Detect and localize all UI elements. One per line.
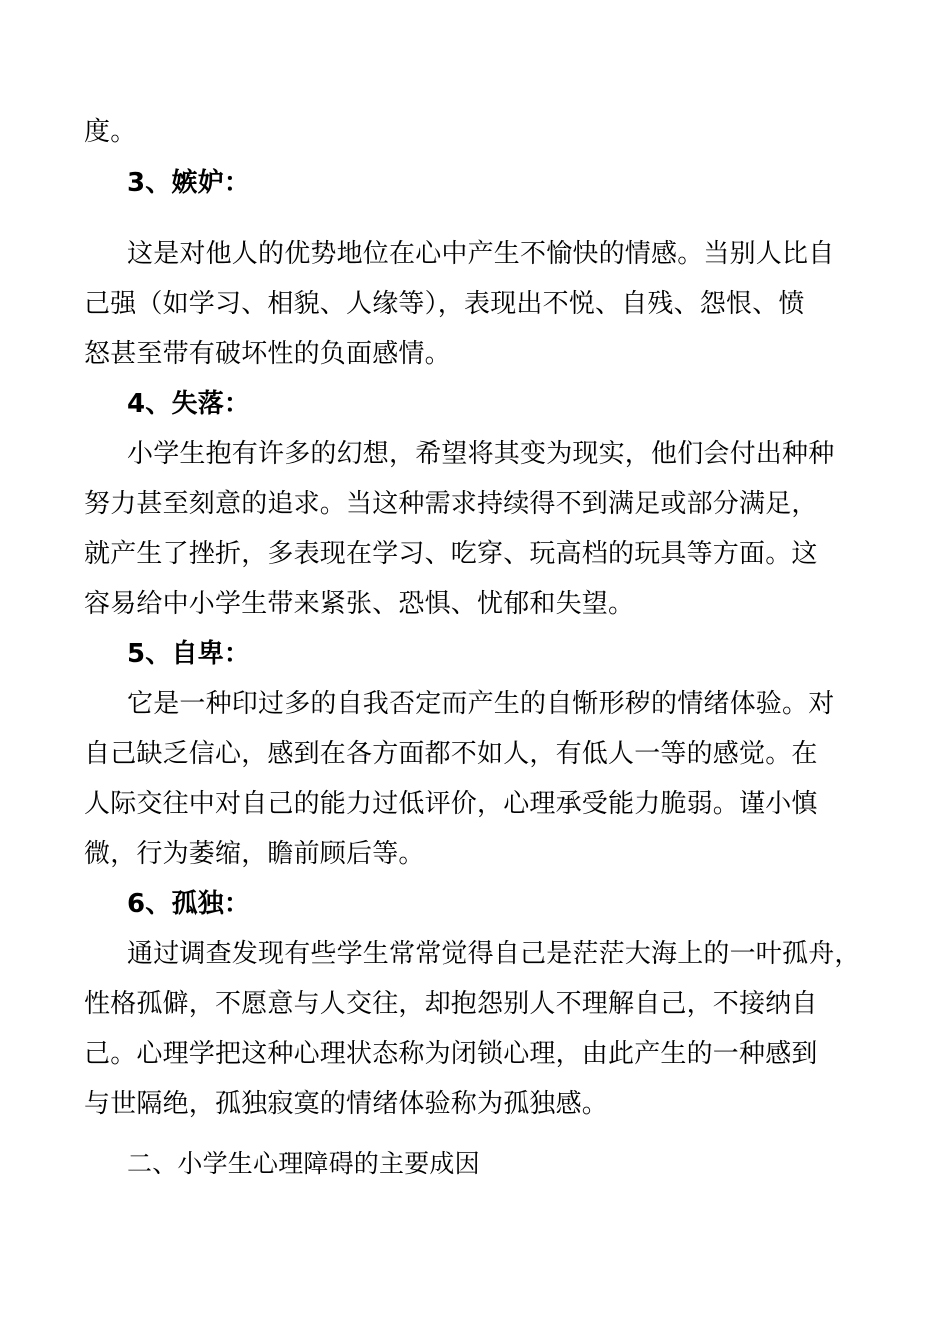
heading-jealousy: 3、嫉妒：: [127, 168, 251, 198]
paragraph-line: 与世隔绝，孤独寂寞的情绪体验称为孤独感。: [84, 1089, 609, 1119]
paragraph-line: 小学生抱有许多的幻想，希望将其变为现实，他们会付出种种: [127, 439, 835, 469]
section-heading: 二、小学生心理障碍的主要成因: [127, 1149, 480, 1178]
paragraph-line: 微，行为萎缩，瞻前顾后等。: [84, 839, 425, 869]
paragraph-line: 性格孤僻，不愿意与人交往，却抱怨别人不理解自己，不接纳自: [84, 989, 818, 1019]
heading-loneliness: 6、孤独：: [127, 889, 251, 919]
heading-inferiority: 5、自卑：: [127, 639, 251, 669]
paragraph-line: 己。心理学把这种心理状态称为闭锁心理，由此产生的一种感到: [84, 1039, 818, 1069]
paragraph-line: 度。: [84, 117, 137, 147]
paragraph-line: 怒甚至带有破坏性的负面感情。: [84, 339, 451, 369]
paragraph-line: 这是对他人的优势地位在心中产生不愉快的情感。当别人比自: [127, 239, 835, 269]
paragraph-line: 人际交往中对自己的能力过低评价，心理承受能力脆弱。谨小慎: [84, 789, 818, 819]
paragraph-line: 努力甚至刻意的追求。当这种需求持续得不到满足或部分满足，: [84, 489, 818, 519]
heading-loss: 4、失落：: [127, 389, 251, 419]
paragraph-line: 通过调查发现有些学生常常觉得自己是茫茫大海上的一叶孤舟，: [127, 939, 861, 969]
paragraph-line: 它是一种印过多的自我否定而产生的自惭形秽的情绪体验。对: [127, 689, 835, 719]
paragraph-line: 己强（如学习、相貌、人缘等），表现出不悦、自残、怨恨、愤: [84, 289, 805, 319]
paragraph-line: 容易给中小学生带来紧张、恐惧、忧郁和失望。: [84, 589, 635, 619]
paragraph-line: 自己缺乏信心，感到在各方面都不如人，有低人一等的感觉。在: [84, 739, 818, 769]
paragraph-line: 就产生了挫折，多表现在学习、吃穿、玩高档的玩具等方面。这: [84, 539, 818, 569]
